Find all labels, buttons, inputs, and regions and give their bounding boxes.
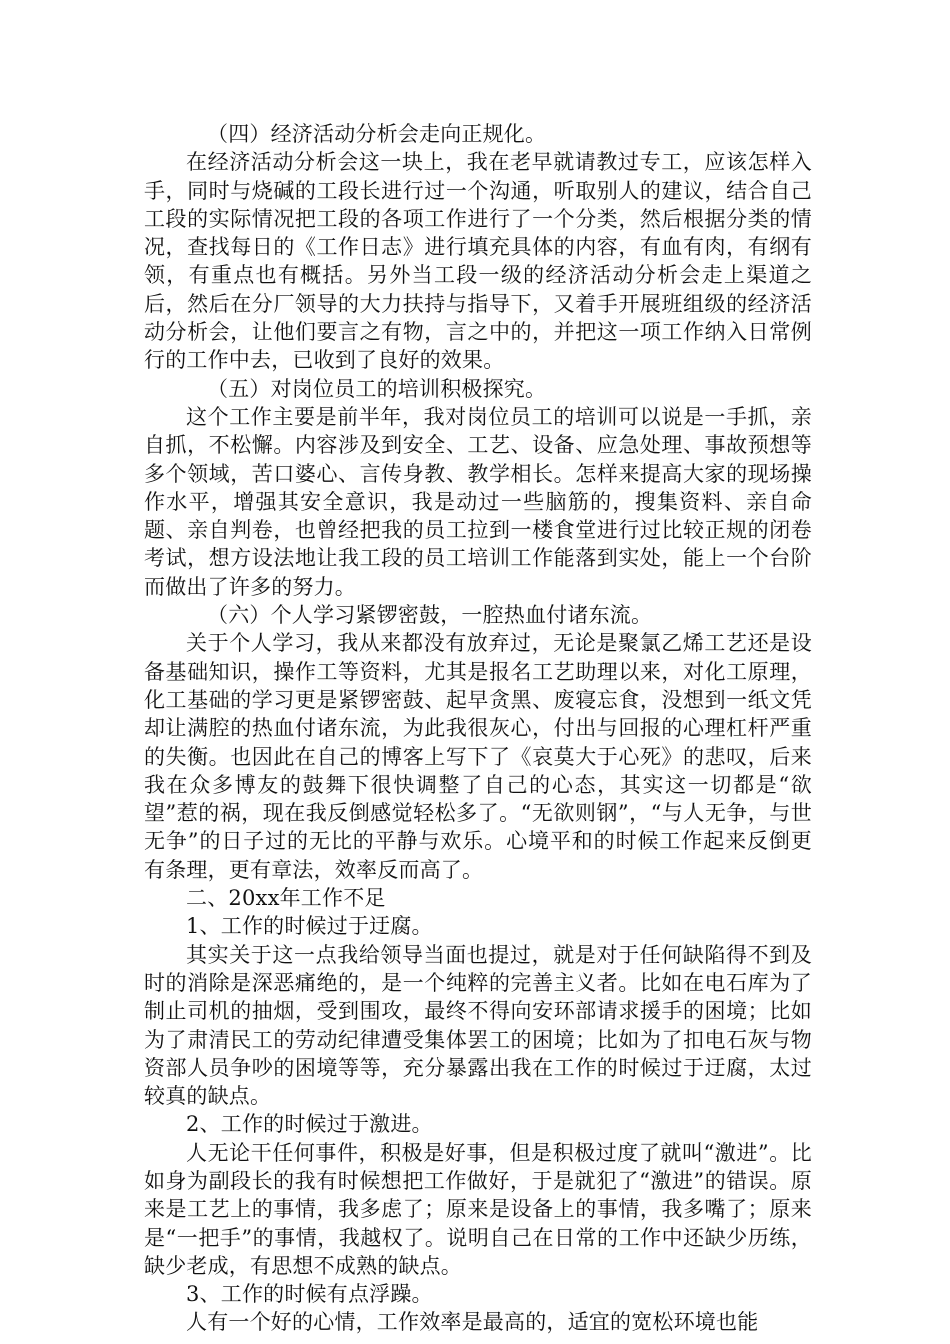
document-body	[144, 120, 812, 1337]
paragraph-shortcoming-2: 人无论干任何事件，积极是好事，但是积极过度了就叫“激进”。比如身为副段长的我有时候想把工作做好，于是就犯了“激进”的错误。原来是工艺上的事情，我多虑了；原来是设备上的事情，我多嘴了；原来是“一把手”的事情，我越权了。说明自己在日常的工作中还缺少历练，缺少老成，有思想不成熟的缺点。	[144, 1140, 812, 1278]
subheading-shortcoming-1: 1、工作的时候过于迂腐。	[186, 914, 433, 939]
section-heading-6: （六）个人学习紧锣密鼓，一腔热血付诸东流。	[207, 603, 653, 628]
subheading-shortcoming-3: 3、工作的时候有点浮躁。	[186, 1282, 433, 1307]
paragraph-staff-training: 这个工作主要是前半年，我对岗位员工的培训可以说是一手抓，亲自抓，不松懈。内容涉及到安全、工艺、设备、应急处理、事故预想等多个领域，苦口婆心、言传身教、教学相长。怎样来提高大家的现场操作水平，增强其安全意识，我是动过一些脑筋的，搜集资料、亲自命题、亲自判卷，也曾经把我的员工拉到一楼食堂进行过比较正规的闭卷考试，想方设法地让我工段的员工培训工作能落到实处，能上一个台阶而做出了许多的努力。	[144, 404, 812, 599]
section-heading-4: （四）经济活动分析会走向正规化。	[207, 122, 547, 146]
paragraph-economic-analysis: 在经济活动分析会这一块上，我在老早就请教过专工，应该怎样入手，同时与烧碱的工段长进行过一个沟通，听取别人的建议，结合自己工段的实际情况把工段的各项工作进行了一个分类，然后根据分类的情况，查找每日的《工作日志》进行填充具体的内容，有血有肉，有纲有领，有重点也有概括。另外当工段一级的经济活动分析会走上渠道之后，然后在分厂领导的大力扶持与指导下，又着手开展班组级的经济活动分析会，让他们要言之有物，言之中的，并把这一项工作纳入日常例行的工作中去，已收到了良好的效果。	[144, 150, 812, 373]
paragraph-personal-study: 关于个人学习，我从来都没有放弃过，无论是聚氯乙烯工艺还是设备基础知识，操作工等资料，尤其是报名工艺助理以来，对化工原理，化工基础的学习更是紧锣密鼓、起早贪黑、废寝忘食，没想到一纸文凭却让满腔的热血付诸东流，为此我很灰心，付出与回报的心理杠杆严重的失衡。也因此在自己的博客上写下了《哀莫大于心死》的悲叹，后来我在众多博友的鼓舞下很快调整了自己的心态，其实这一切都是“欲望”惹的祸，现在我反倒感觉轻松多了。“无欲则钢”，“与人无争，与世无争”的日子过的无比的平静与欢乐。心境平和的时候工作起来反倒更有条理，更有章法，效率反而高了。	[144, 631, 812, 882]
subheading-shortcoming-2: 2、工作的时候过于激进。	[186, 1112, 433, 1137]
section-heading-5: （五）对岗位员工的培训积极探究。	[207, 376, 547, 401]
paragraph-shortcoming-3: 人有一个好的心情，工作效率是最高的，适宜的宽松环境也能	[186, 1310, 759, 1335]
section-heading-shortcomings: 二、20xx年工作不足	[186, 886, 386, 911]
paragraph-shortcoming-1: 其实关于这一点我给领导当面也提过，就是对于任何缺陷得不到及时的消除是深恶痛绝的，是一个纯粹的完善主义者。比如在电石库为了制止司机的抽烟，受到围攻，最终不得向安环部请求援手的困境；比如为了肃清民工的劳动纪律遭受集体罢工的困境；比如为了扣电石灰与物资部人员争吵的困境等等，充分暴露出我在工作的时候过于迂腐，太过较真的缺点。	[144, 942, 812, 1109]
